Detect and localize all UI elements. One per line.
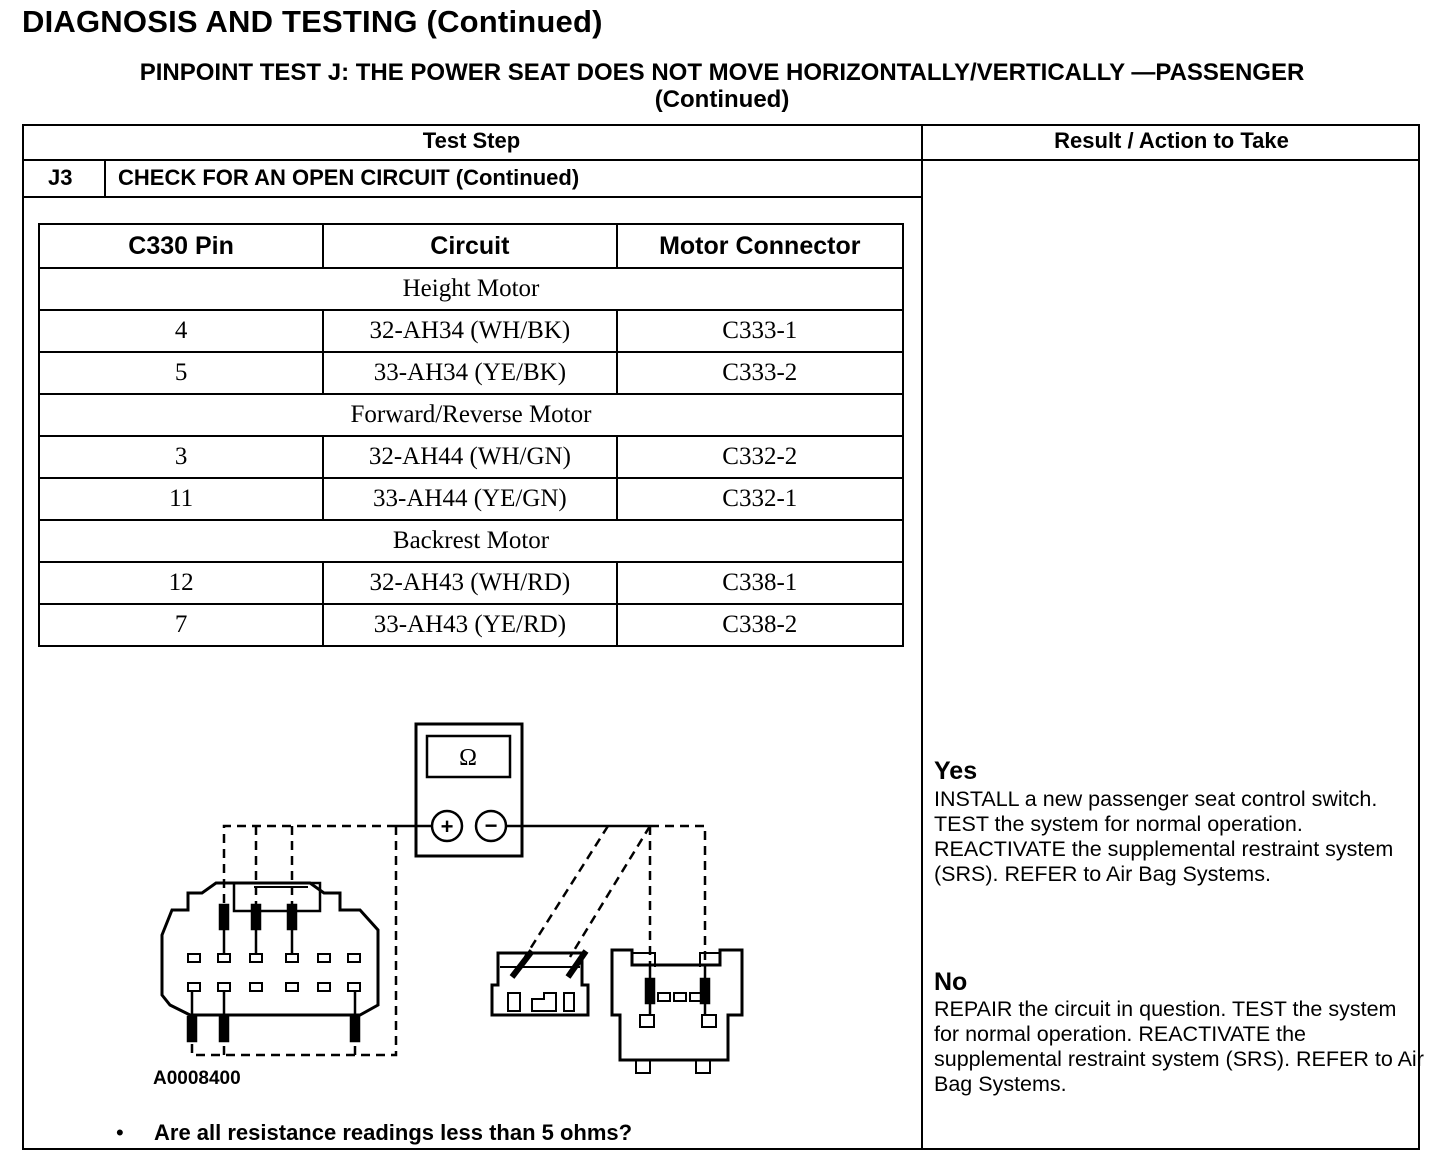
table-cell: 33-AH43 (YE/RD) <box>323 604 616 646</box>
c330-connector <box>162 883 378 1041</box>
ohmmeter <box>416 724 522 856</box>
motor-probe-leads <box>525 826 705 965</box>
step-row-divider <box>22 196 922 198</box>
group-label: Height Motor <box>39 268 903 310</box>
circuit-table <box>38 223 904 647</box>
table-cell: C333-2 <box>617 352 903 394</box>
table-cell: 32-AH44 (WH/GN) <box>323 436 616 478</box>
table-cell: C332-1 <box>617 478 903 520</box>
group-row-height-motor <box>39 268 903 310</box>
question-text: Are all resistance readings less than 5 ohms? <box>154 1120 633 1145</box>
pinpoint-test-title: PINPOINT TEST J: THE POWER SEAT DOES NOT MOVE HORIZONTALLY/VERTICALLY —PASSENGER <box>139 59 1305 86</box>
table-cell: 32-AH34 (WH/BK) <box>323 310 616 352</box>
table-cell: 33-AH44 (YE/GN) <box>323 478 616 520</box>
minus-terminal-icon: − <box>484 813 498 838</box>
test-question <box>116 1120 632 1146</box>
table-header-cell: C330 Pin <box>39 224 323 268</box>
group-row-forward-reverse-motor <box>39 394 903 436</box>
table-cell: 11 <box>39 478 323 520</box>
step-title: CHECK FOR AN OPEN CIRCUIT (Continued) <box>118 165 580 190</box>
group-label: Forward/Reverse Motor <box>39 394 903 436</box>
table-cell: C332-2 <box>617 436 903 478</box>
motor-connector-large <box>612 950 742 1073</box>
pinpoint-test-continued: (Continued) <box>654 86 790 113</box>
figure-id: A0008400 <box>153 1068 241 1089</box>
table-cell: 5 <box>39 352 323 394</box>
page-title: DIAGNOSIS AND TESTING (Continued) <box>22 4 603 39</box>
col-header-test-step: Test Step <box>422 128 521 153</box>
table-cell: 7 <box>39 604 323 646</box>
motor-connector-small <box>492 951 588 1015</box>
table-cell: C338-1 <box>617 562 903 604</box>
table-cell: 33-AH34 (YE/BK) <box>323 352 616 394</box>
group-row-backrest-motor <box>39 520 903 562</box>
plus-terminal-icon: + <box>440 814 454 839</box>
ohm-symbol: Ω <box>459 745 477 771</box>
table-cell: 32-AH43 (WH/RD) <box>323 562 616 604</box>
table-row <box>39 478 903 520</box>
result-yes-text: INSTALL a new passenger seat control switch. TEST the system for normal operation. REACTIVATE the supplemental restraint system (SRS). REFER to Air Bag Systems. <box>934 787 1394 886</box>
table-cell: C333-1 <box>617 310 903 352</box>
bullet-icon: • <box>116 1120 124 1145</box>
table-row <box>39 352 903 394</box>
group-label: Backrest Motor <box>39 520 903 562</box>
ohmmeter-wiring-diagram <box>150 715 760 1085</box>
col-header-result-action: Result / Action to Take <box>1054 128 1289 153</box>
result-yes-title: Yes <box>934 757 978 785</box>
table-cell: 12 <box>39 562 323 604</box>
table-cell: 3 <box>39 436 323 478</box>
table-header-cell: Circuit <box>323 224 616 268</box>
result-no-title: No <box>934 968 968 996</box>
step-id: J3 <box>48 165 73 190</box>
table-row <box>39 310 903 352</box>
table-row <box>39 604 903 646</box>
table-header-row <box>39 224 903 268</box>
table-row <box>39 562 903 604</box>
table-header-cell: Motor Connector <box>617 224 903 268</box>
result-no-text: REPAIR the circuit in question. TEST the system for normal operation. REACTIVATE the supplemental restraint system (SRS). REFER to Air Bag Systems. <box>934 997 1424 1096</box>
table-row <box>39 436 903 478</box>
table-cell: C338-2 <box>617 604 903 646</box>
header-divider <box>22 159 1420 161</box>
table-cell: 4 <box>39 310 323 352</box>
column-divider <box>921 124 923 1150</box>
step-id-divider <box>104 160 106 197</box>
